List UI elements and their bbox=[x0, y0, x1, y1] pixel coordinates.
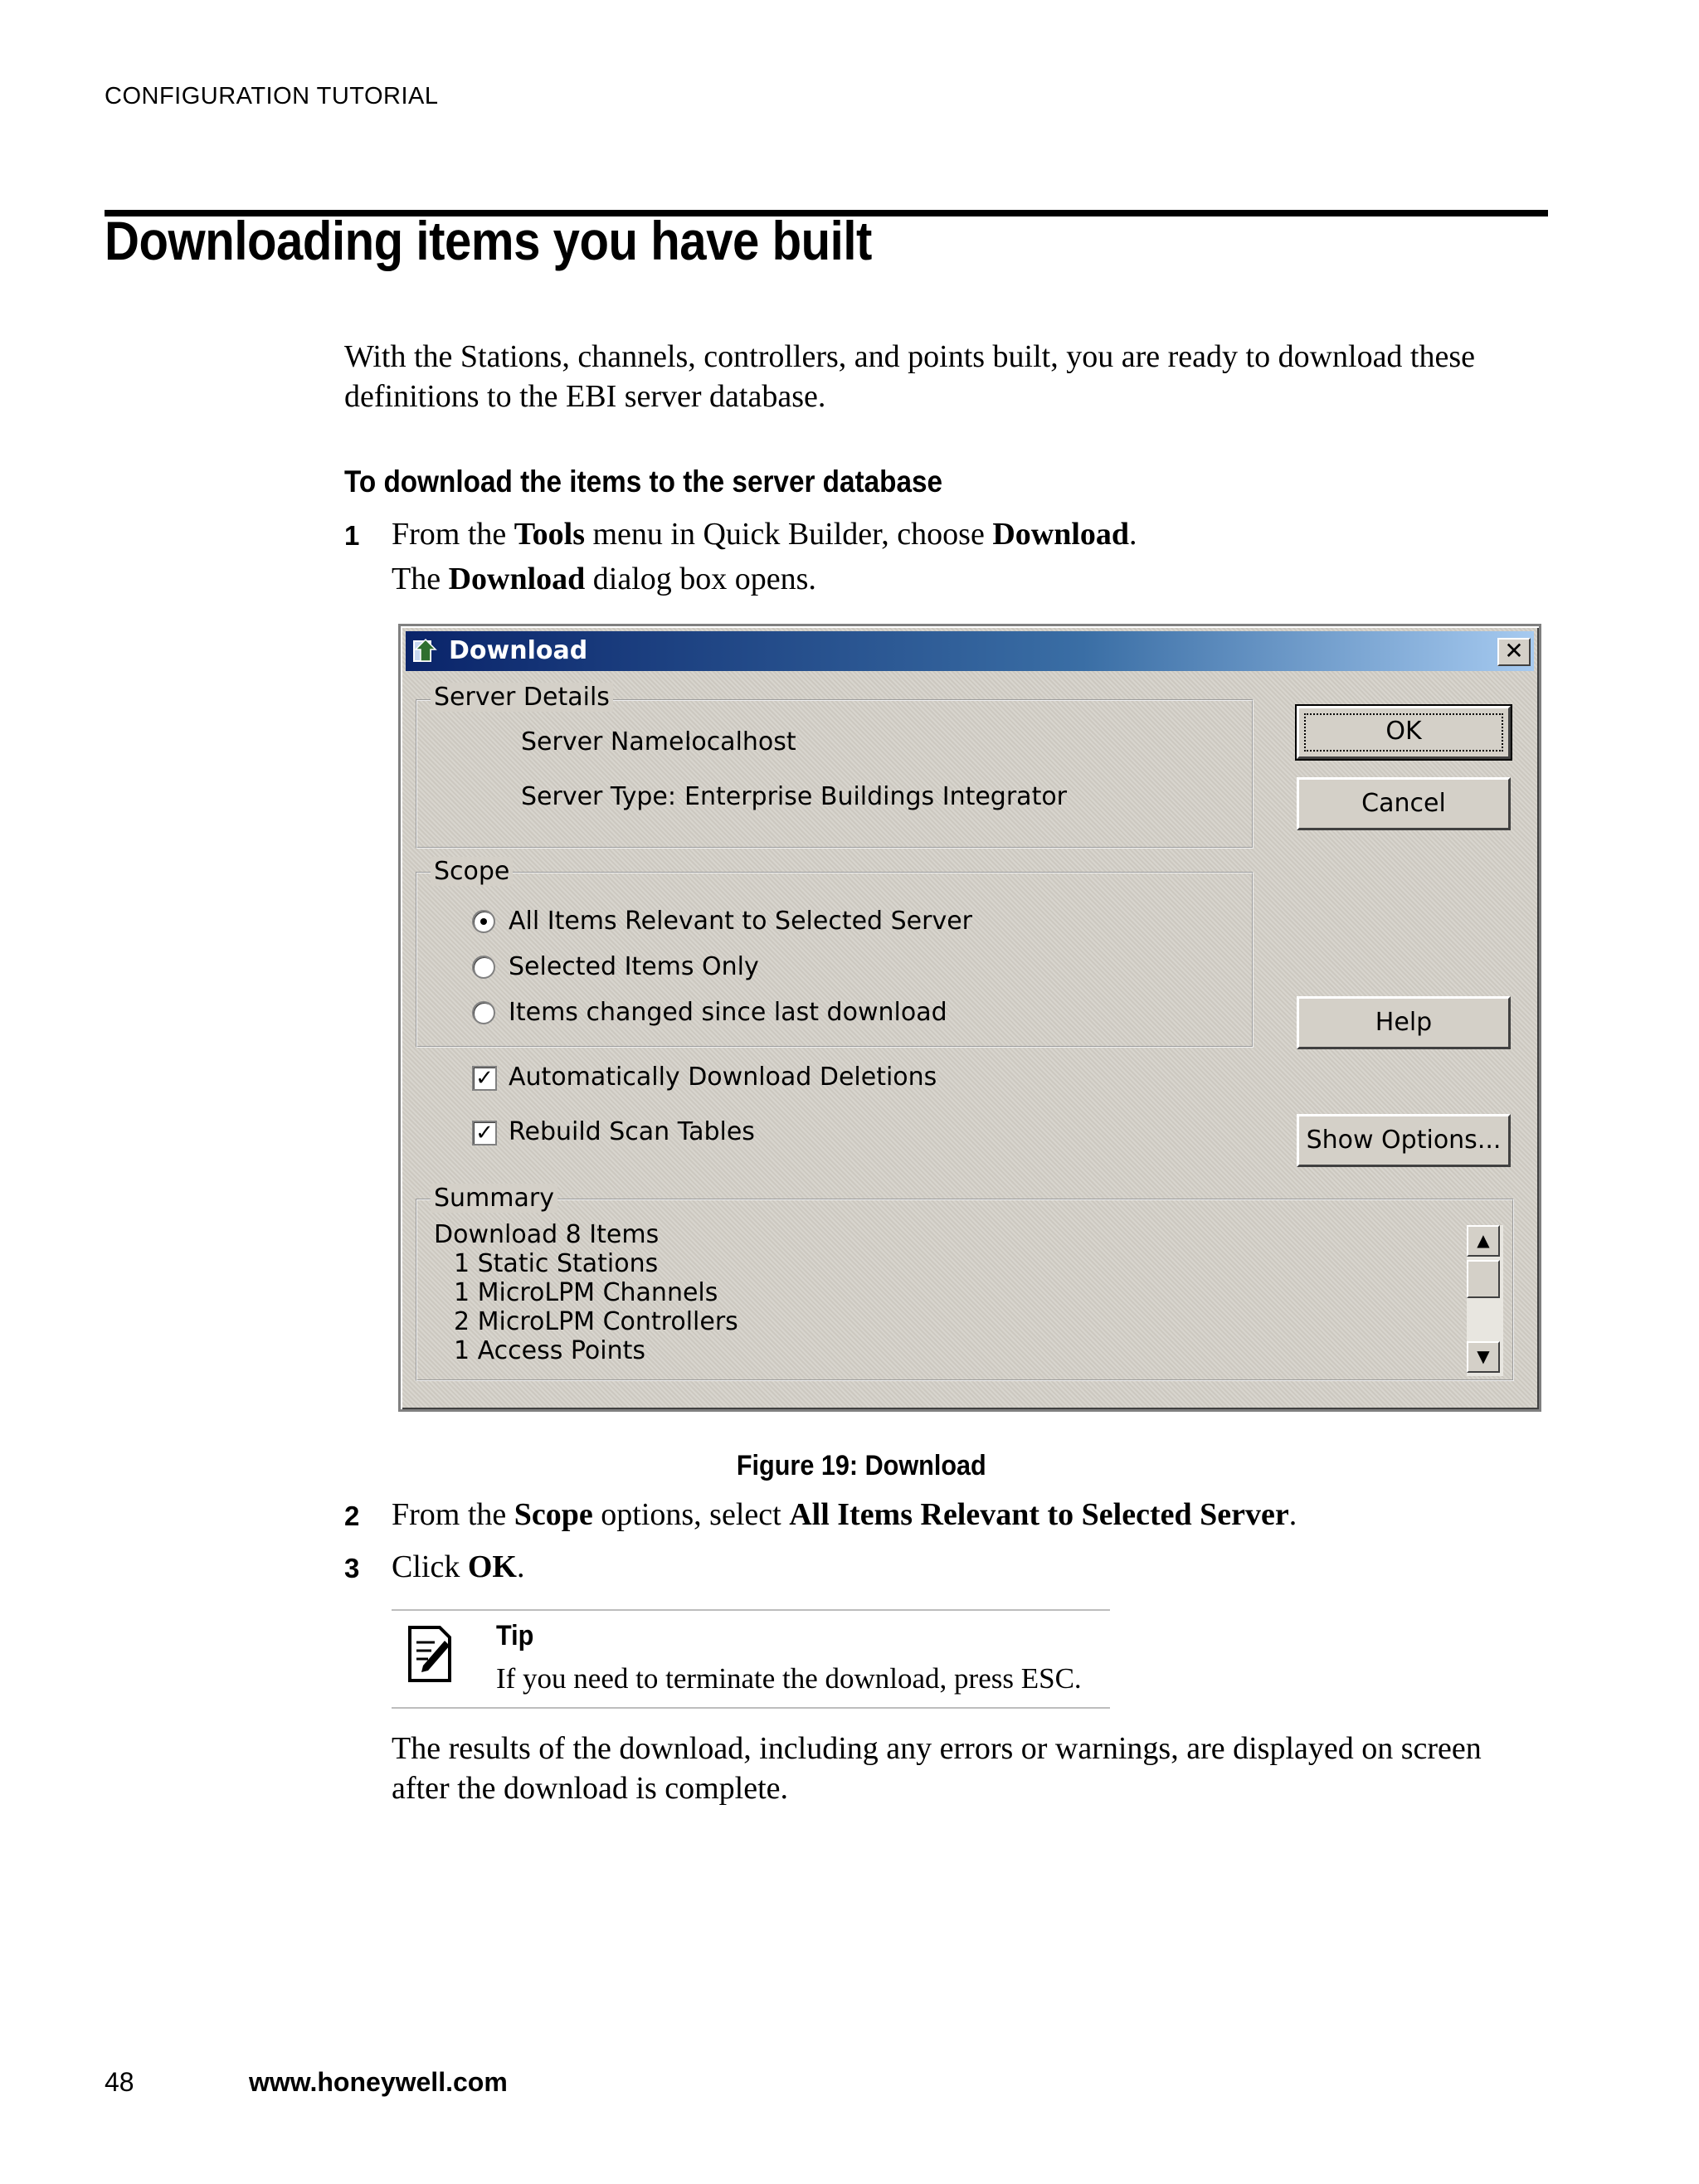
rebuild-scan-tables-checkbox[interactable] bbox=[472, 1117, 970, 1150]
tip-title: Tip bbox=[496, 1620, 534, 1651]
radio-button[interactable] bbox=[472, 910, 495, 933]
tip-top-rule bbox=[392, 1609, 1110, 1611]
figure-caption: Figure 19: Download bbox=[736, 1450, 986, 1481]
running-header: CONFIGURATION TUTORIAL bbox=[105, 83, 439, 109]
scope-option-label: Selected Items Only bbox=[509, 952, 759, 981]
scroll-up-button[interactable] bbox=[1467, 1225, 1500, 1257]
dialog-title: Download bbox=[449, 636, 588, 665]
scroll-down-button[interactable] bbox=[1467, 1341, 1500, 1373]
check-icon: ✓ bbox=[475, 1121, 494, 1146]
help-button[interactable]: Help bbox=[1297, 996, 1511, 1049]
page-number: 48 bbox=[105, 2067, 134, 2097]
summary-line: 1 Access Points bbox=[454, 1336, 645, 1365]
cancel-button[interactable]: Cancel bbox=[1297, 777, 1511, 830]
footer-url[interactable]: www.honeywell.com bbox=[249, 2067, 508, 2097]
scope-label: Scope bbox=[431, 857, 513, 886]
step-result: The Download dialog box opens. bbox=[392, 562, 816, 596]
ok-button[interactable]: OK bbox=[1297, 706, 1511, 759]
show-options-button[interactable]: Show Options... bbox=[1297, 1114, 1511, 1167]
checkbox-label: Automatically Download Deletions bbox=[509, 1063, 937, 1092]
server-details-group bbox=[416, 699, 1254, 849]
summary-line: 1 Static Stations bbox=[454, 1249, 659, 1278]
scope-option-label: Items changed since last download bbox=[509, 998, 947, 1027]
intro-paragraph: With the Stations, channels, controllers, and points built, you are ready to download these definitions to the EBI server database. bbox=[344, 339, 1476, 414]
scope-option-changed-items[interactable] bbox=[472, 998, 970, 1031]
server-name-label: Server Name: bbox=[521, 727, 693, 756]
summary-line: 1 MicroLPM Channels bbox=[454, 1278, 718, 1307]
tip-bottom-rule bbox=[392, 1707, 1110, 1709]
radio-selected-dot bbox=[480, 918, 487, 925]
scope-option-all-items[interactable] bbox=[472, 907, 970, 940]
procedure-heading: To download the items to the server database bbox=[344, 465, 943, 499]
step-number: 3 bbox=[344, 1553, 360, 1583]
server-type-value: Enterprise Buildings Integrator bbox=[684, 782, 1068, 811]
dialog-titlebar[interactable] bbox=[406, 631, 1534, 671]
auto-download-deletions-checkbox[interactable] bbox=[472, 1063, 970, 1096]
closing-paragraph: The results of the download, including any errors or warnings, are displayed on screen after the download is complete. bbox=[392, 1731, 1482, 1806]
summary-label: Summary bbox=[431, 1184, 557, 1213]
checkbox-box[interactable] bbox=[472, 1121, 497, 1146]
server-details-label: Server Details bbox=[431, 683, 613, 712]
server-type-label: Server Type: bbox=[521, 782, 676, 811]
summary-line: Download 8 Items bbox=[434, 1220, 660, 1249]
server-name-value: localhost bbox=[684, 727, 796, 756]
step-text: From the Tools menu in Quick Builder, choose Download. bbox=[392, 517, 1137, 552]
radio-button[interactable] bbox=[472, 956, 495, 979]
scroll-thumb[interactable] bbox=[1467, 1260, 1500, 1298]
step-number: 1 bbox=[344, 520, 360, 551]
page-title: Downloading items you have built bbox=[105, 210, 872, 271]
download-app-icon bbox=[411, 636, 441, 666]
step-number: 2 bbox=[344, 1501, 360, 1531]
summary-line: 2 MicroLPM Controllers bbox=[454, 1307, 738, 1336]
tip-text: If you need to terminate the download, press ESC. bbox=[496, 1662, 1082, 1695]
scope-option-label: All Items Relevant to Selected Server bbox=[509, 907, 972, 936]
scope-option-selected-items[interactable] bbox=[472, 952, 970, 985]
summary-text[interactable] bbox=[434, 1220, 738, 1365]
checkbox-label: Rebuild Scan Tables bbox=[509, 1117, 755, 1146]
checkbox-box[interactable] bbox=[472, 1066, 497, 1091]
arrow-up-icon: ▲ bbox=[1477, 1230, 1490, 1250]
close-icon: ✕ bbox=[1504, 637, 1524, 664]
close-button[interactable] bbox=[1497, 638, 1531, 666]
download-dialog bbox=[398, 624, 1541, 1412]
step-text: Click OK. bbox=[392, 1549, 525, 1584]
arrow-down-icon: ▼ bbox=[1477, 1346, 1490, 1366]
radio-button[interactable] bbox=[472, 1001, 495, 1024]
summary-scrollbar[interactable] bbox=[1467, 1225, 1503, 1376]
step-text: From the Scope options, select All Items Relevant to Selected Server. bbox=[392, 1497, 1297, 1532]
note-pencil-icon bbox=[406, 1624, 453, 1684]
check-icon: ✓ bbox=[475, 1066, 494, 1091]
